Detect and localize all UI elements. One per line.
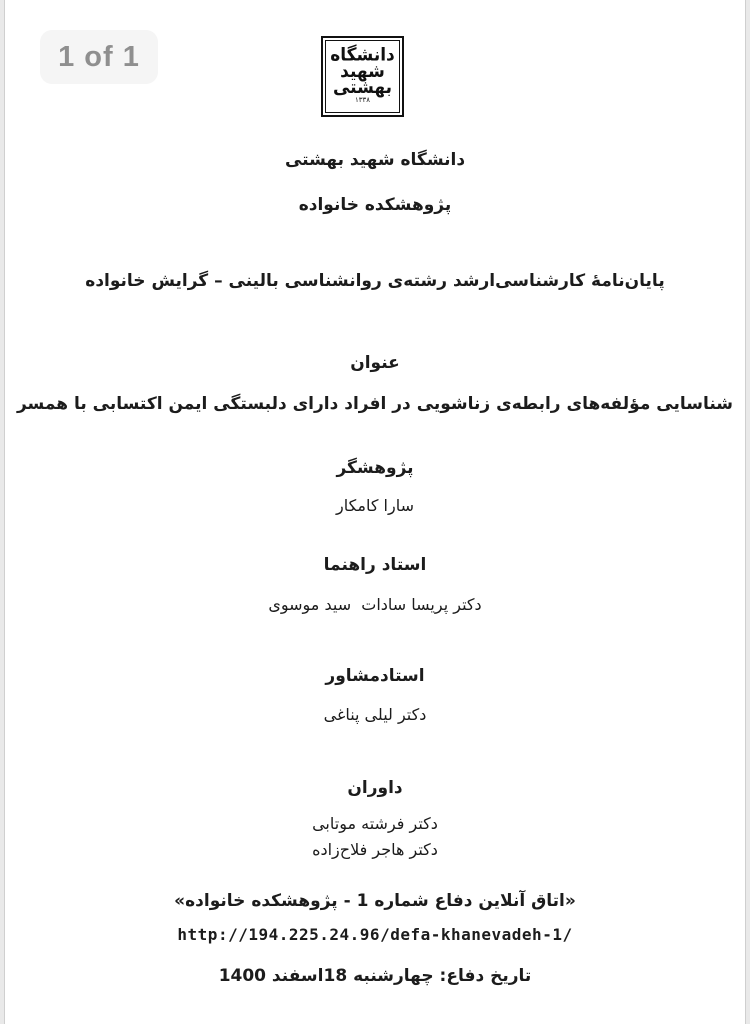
defense-room-line: «اتاق آنلاین دفاع شماره 1 - پژوهشکده خانواده»	[174, 891, 576, 911]
referee-2: دکتر هاجر فلاح‌زاده	[312, 840, 438, 859]
institute-name: پژوهشکده خانواده	[298, 195, 452, 215]
page-indicator-label: 1 of 1	[58, 40, 140, 73]
researcher-name: سارا کامکار	[335, 496, 415, 515]
defense-date: تاریخ دفاع: چهارشنبه 18اسفند 1400	[218, 966, 532, 986]
page-edge-right	[745, 0, 750, 1024]
referee-1: دکتر فرشته موتابی	[312, 814, 438, 833]
university-seal	[321, 36, 404, 117]
seal-word-3: بهشتی	[332, 77, 393, 99]
seal-word-2: شهید	[340, 60, 385, 82]
university-seal-inner-border	[325, 40, 400, 113]
seal-year: ۱۳۳۸	[354, 96, 371, 105]
referees-label: داوران	[347, 778, 403, 798]
advisor-name: دکتر لیلی پناغی	[323, 705, 427, 724]
advisor-label: استادمشاور	[325, 666, 425, 686]
page-indicator-badge	[40, 30, 158, 84]
supervisor-name: دکتر پریسا سادات سید موسوی	[268, 595, 482, 614]
thesis-title: شناسایی مؤلفه‌های رابطه‌ی زناشویی در افراد دارای دلبستگی ایمن اکتسابی با همسر	[16, 394, 734, 414]
supervisor-label: استاد راهنما	[323, 555, 427, 575]
university-name: دانشگاه شهید بهشتی	[284, 150, 466, 170]
researcher-label: پژوهشگر	[336, 458, 414, 478]
title-label: عنوان	[350, 353, 400, 373]
seal-calligraphy	[330, 44, 395, 99]
degree-line: پایان‌نامهٔ کارشناسی‌ارشد رشته‌ی روانشناسی بالینی – گرایش خانواده	[85, 271, 665, 291]
page-edge-left	[0, 0, 5, 1024]
defense-url: http://194.225.24.96/defa-khanevadeh-1/	[177, 925, 573, 944]
seal-word-1: دانشگاه	[330, 44, 395, 66]
